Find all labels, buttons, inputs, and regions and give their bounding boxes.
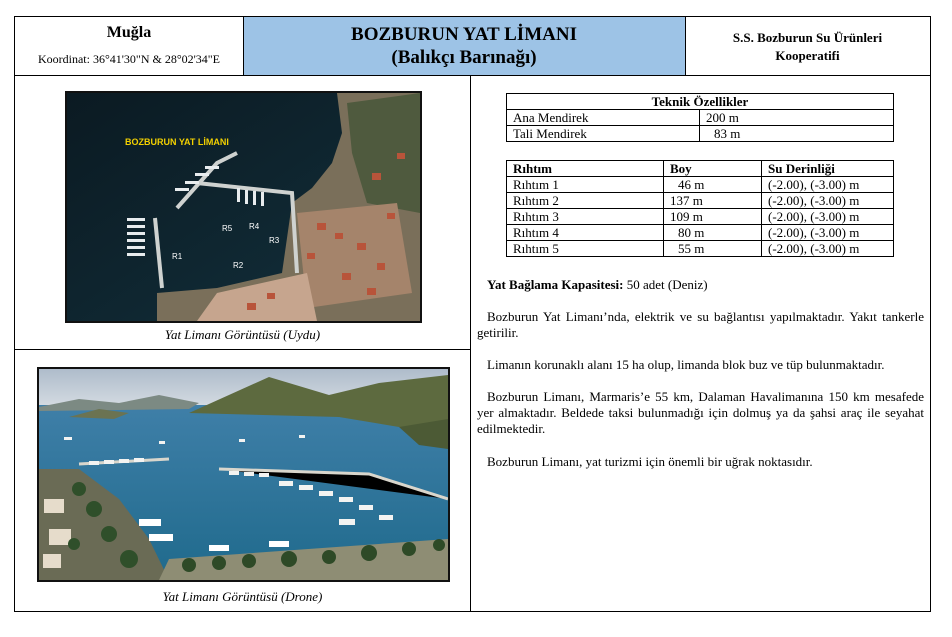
quay-name: Rıhtım 4 — [507, 225, 664, 241]
header-title-cell — [243, 17, 685, 75]
capacity-line — [487, 277, 927, 293]
header-divider — [15, 75, 930, 76]
harbor-title: BOZBURUN YAT LİMANI — [351, 24, 577, 45]
header-organization-cell — [685, 17, 930, 75]
quay-name: Rıhtım 1 — [507, 177, 664, 193]
quay-header-name: Rıhtım — [507, 161, 664, 177]
organization-line-1: S.S. Bozburun Su Ürünleri — [732, 30, 883, 45]
satellite-caption: Yat Limanı Görüntüsü (Uydu) — [164, 327, 321, 342]
table-row — [507, 241, 894, 257]
paragraph-transport: Bozburun Limanı, Marmaris’e 55 km, Dalaman Havalimanına 150 km mesafede yer almaktadır. Beldede taksi bulunmadığı için dolmuş ya da şahsi araç ile seyahat edilmektedir. — [477, 389, 924, 436]
harbor-subtitle: (Balıkçı Barınağı) — [391, 47, 537, 68]
satellite-image — [65, 91, 422, 323]
capacity-value: 50 adet (Deniz) — [626, 277, 708, 292]
quay-mark-r2: R2 — [233, 261, 244, 270]
table-row — [507, 225, 894, 241]
quay-depth: (-2.00), (-3.00) m — [762, 225, 894, 241]
quay-mark-r4: R4 — [249, 222, 260, 231]
table-row — [507, 209, 894, 225]
satellite-label: BOZBURUN YAT LİMANI — [125, 137, 229, 147]
drone-caption: Yat Limanı Görüntüsü (Drone) — [162, 589, 323, 604]
technical-specs-title: Teknik Özellikler — [507, 94, 894, 110]
quay-length: 46 m — [664, 177, 762, 193]
quay-depth: (-2.00), (-3.00) m — [762, 193, 894, 209]
quay-mark-r5: R5 — [222, 224, 233, 233]
header-location-cell — [15, 17, 243, 75]
quay-depth: (-2.00), (-3.00) m — [762, 241, 894, 257]
capacity-label: Yat Bağlama Kapasitesi: — [487, 277, 624, 292]
quay-length: 109 m — [664, 209, 762, 225]
quay-depth: (-2.00), (-3.00) m — [762, 209, 894, 225]
quay-name: Rıhtım 5 — [507, 241, 664, 257]
technical-specs-table — [506, 93, 894, 142]
quay-header-length: Boy — [664, 161, 762, 177]
column-divider — [470, 75, 471, 611]
quay-length: 137 m — [664, 193, 762, 209]
quay-length: 55 m — [664, 241, 762, 257]
city-name: Muğla — [106, 24, 152, 41]
harbor-info-sheet — [14, 16, 931, 612]
spec-value: 200 m — [700, 110, 894, 126]
paragraph-area: Limanın korunaklı alanı 15 ha olup, limanda blok buz ve tüp bulunmaktadır. — [487, 357, 885, 372]
table-row — [507, 126, 894, 142]
table-row — [507, 177, 894, 193]
header-divider-right — [685, 17, 686, 75]
table-row — [507, 110, 894, 126]
spec-label: Tali Mendirek — [507, 126, 700, 142]
drone-image-art — [39, 369, 448, 580]
satellite-image-art — [67, 93, 420, 321]
quay-table — [506, 160, 894, 257]
paragraph-tourism: Bozburun Limanı, yat turizmi için önemli bir uğrak noktasıdır. — [487, 454, 813, 469]
spec-value: 83 m — [700, 126, 894, 142]
quay-header-depth: Su Derinliği — [762, 161, 894, 177]
table-row — [507, 193, 894, 209]
coordinate-text: Koordinat: 36°41'30"N & 28°02'34"E — [37, 52, 221, 66]
drone-image — [37, 367, 450, 582]
quay-mark-r1: R1 — [172, 252, 183, 261]
header-divider-left — [243, 17, 244, 75]
quay-mark-r3: R3 — [269, 236, 280, 245]
quay-depth: (-2.00), (-3.00) m — [762, 177, 894, 193]
quay-length: 80 m — [664, 225, 762, 241]
paragraph-utilities: Bozburun Yat Limanı’nda, elektrik ve su bağlantısı yapılmaktadır. Yakıt tankerle getirilir. — [477, 309, 924, 340]
spec-label: Ana Mendirek — [507, 110, 700, 126]
organization-line-2: Kooperatifi — [775, 48, 840, 63]
quay-name: Rıhtım 2 — [507, 193, 664, 209]
image-divider — [15, 349, 470, 350]
quay-name: Rıhtım 3 — [507, 209, 664, 225]
